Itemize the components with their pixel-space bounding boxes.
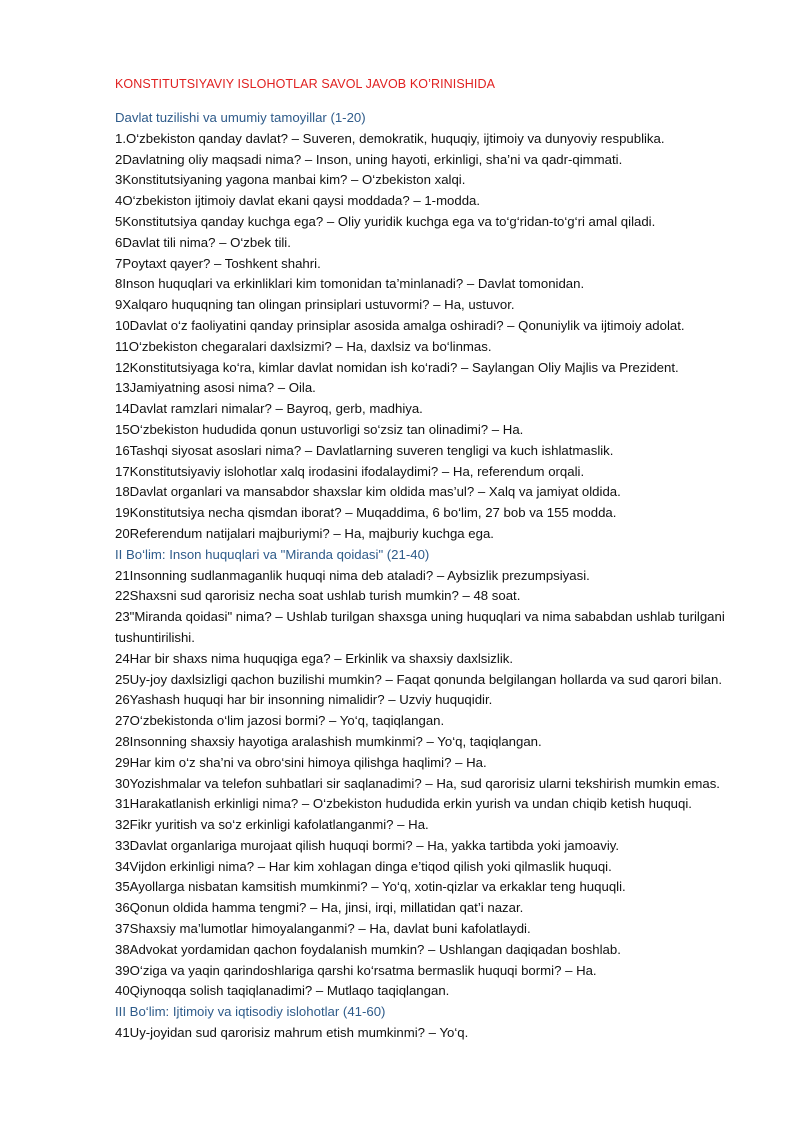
question-answer-line: 25Uy-joy daxlsizligi qachon buzilishi mumkin? – Faqat qonunda belgilangan hollarda va sud qarori bilan. — [115, 671, 722, 687]
section-heading: III Bo‘lim: Ijtimoiy va iqtisodiy islohotlar (41-60) — [115, 1004, 386, 1020]
question-answer-line: 11O‘zbekiston chegaralari daxlsizmi? – Ha, daxlsiz va bo‘linmas. — [115, 338, 492, 354]
section-heading: Davlat tuzilishi va umumiy tamoyillar (1-20) — [115, 110, 366, 125]
question-answer-line: 15O‘zbekiston hududida qonun ustuvorligi so‘zsiz tan olinadimi? – Ha. — [115, 421, 524, 437]
question-answer-line: 9Xalqaro huquqning tan olingan prinsiplari ustuvormi? – Ha, ustuvor. — [115, 297, 515, 313]
question-answer-line: 16Tashqi siyosat asoslari nima? – Davlatlarning suveren tengligi va kuch ishlatmaslik. — [115, 442, 614, 458]
question-answer-line: 31Harakatlanish erkinligi nima? – O‘zbekiston hududida erkin yurish va undan chiqib ketish huquqi. — [115, 796, 692, 812]
question-answer-line: 6Davlat tili nima? – O‘zbek tili. — [115, 234, 291, 250]
question-answer-line: 13Jamiyatning asosi nima? – Oila. — [115, 380, 316, 396]
question-answer-line: 27O‘zbekistonda o‘lim jazosi bormi? – Yo‘q, taqiqlangan. — [115, 713, 445, 729]
question-answer-line: 7Poytaxt qayer? – Toshkent shahri. — [115, 255, 321, 271]
document-title: KONSTITUTSIYAVIY ISLOHOTLAR SAVOL JAVOB KO’RINISHIDA — [115, 77, 496, 91]
question-answer-line: 23"Miranda qoidasi" nima? – Ushlab turilgan shaxsga uning huquqlari va nima sababdan ushlab turilgani tushuntirilishi. — [115, 609, 725, 645]
question-answer-line: 26Yashash huquqi har bir insonning nimalidir? – Uzviy huquqidir. — [115, 692, 493, 708]
question-answer-line: 35Ayollarga nisbatan kamsitish mumkinmi? – Yo‘q, xotin-qizlar va erkaklar teng huquqli. — [115, 879, 626, 895]
question-answer-line: 18Davlat organlari va mansabdor shaxslar kim oldida mas’ul? – Xalq va jamiyat oldida. — [115, 484, 621, 500]
question-answer-line: 37Shaxsiy ma’lumotlar himoyalanganmi? – Ha, davlat buni kafolatlaydi. — [115, 921, 531, 937]
question-answer-line: 3Konstitutsiyaning yagona manbai kim? – O‘zbekiston xalqi. — [115, 172, 466, 188]
question-answer-line: 8Inson huquqlari va erkinliklari kim tomonidan ta’minlanadi? – Davlat tomonidan. — [115, 276, 585, 292]
question-answer-line: 32Fikr yuritish va so‘z erkinligi kafolatlanganmi? – Ha. — [115, 817, 429, 833]
question-answer-line: 4O‘zbekiston ijtimoiy davlat ekani qaysi moddada? – 1-modda. — [115, 193, 481, 209]
question-answer-line: 33Davlat organlariga murojaat qilish huquqi bormi? – Ha, yakka tartibda yoki jamoaviy. — [115, 837, 620, 853]
question-answer-line: 21Insonning sudlanmaganlik huquqi nima deb ataladi? – Aybsizlik prezumpsiyasi. — [115, 567, 590, 583]
question-answer-line: 12Konstitutsiyaga ko‘ra, kimlar davlat nomidan ish ko‘radi? – Saylangan Oliy Majlis va Prezident. — [115, 359, 679, 375]
question-answer-line: 2Davlatning oliy maqsadi nima? – Inson, uning hayoti, erkinligi, sha’ni va qadr-qimmati. — [115, 151, 623, 167]
question-answer-line: 38Advokat yordamidan qachon foydalanish mumkin? – Ushlangan daqiqadan boshlab. — [115, 941, 621, 957]
question-answer-line: 24Har bir shaxs nima huquqiga ega? – Erkinlik va shaxsiy daxlsizlik. — [115, 650, 514, 666]
question-answer-line: 17Konstitutsiyaviy islohotlar xalq irodasini ifodalaydimi? – Ha, referendum orqali. — [115, 463, 585, 479]
question-answer-line: 40Qiynoqqa solish taqiqlanadimi? – Mutlaqo taqiqlangan. — [115, 983, 450, 999]
question-answer-line: 39O‘ziga va yaqin qarindoshlariga qarshi ko‘rsatma bermaslik huquqi bormi? – Ha. — [115, 962, 597, 978]
question-answer-line: 14Davlat ramzlari nimalar? – Bayroq, gerb, madhiya. — [115, 401, 423, 417]
question-answer-line: 10Davlat o‘z faoliyatini qanday prinsiplar asosida amalga oshiradi? – Qonuniylik va ijtimoiy adolat. — [115, 317, 685, 333]
question-answer-line: 28Insonning shaxsiy hayotiga aralashish mumkinmi? – Yo‘q, taqiqlangan. — [115, 733, 542, 749]
question-answer-line: 5Konstitutsiya qanday kuchga ega? – Oliy yuridik kuchga ega va to‘g‘ridan-to‘g‘ri amal qiladi. — [115, 213, 656, 229]
question-answer-line: 34Vijdon erkinligi nima? – Har kim xohlagan dinga e’tiqod qilish yoki qilmaslik huquqi. — [115, 858, 612, 874]
question-answer-line: 41Uy-joyidan sud qarorisiz mahrum etish mumkinmi? – Yo‘q. — [115, 1025, 469, 1041]
document-body — [115, 108, 755, 1044]
question-answer-line: 1.O‘zbekiston qanday davlat? – Suveren, demokratik, huquqiy, ijtimoiy va dunyoviy respublika. — [115, 130, 665, 146]
question-answer-line: 29Har kim o‘z sha’ni va obro‘sini himoya qilishga haqlimi? – Ha. — [115, 754, 487, 770]
question-answer-line: 36Qonun oldida hamma tengmi? – Ha, jinsi, irqi, millatidan qat’i nazar. — [115, 900, 524, 916]
section-heading: II Bo‘lim: Inson huquqlari va "Miranda qoidasi" (21-40) — [115, 546, 430, 562]
question-answer-line: 22Shaxsni sud qarorisiz necha soat ushlab turish mumkin? – 48 soat. — [115, 588, 521, 604]
question-answer-line: 30Yozishmalar va telefon suhbatlari sir saqlanadimi? – Ha, sud qarorisiz ularni tekshirish mumkin emas. — [115, 775, 720, 791]
question-answer-line: 20Referendum natijalari majburiymi? – Ha, majburiy kuchga ega. — [115, 525, 494, 541]
question-answer-line: 19Konstitutsiya necha qismdan iborat? – Muqaddima, 6 bo‘lim, 27 bob va 155 modda. — [115, 505, 617, 521]
